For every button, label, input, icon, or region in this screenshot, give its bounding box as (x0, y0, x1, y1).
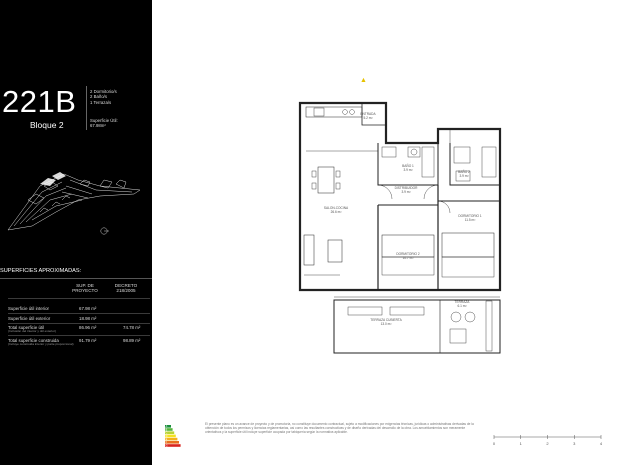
energy-rating-chart (164, 424, 186, 448)
scale-tick-label: 4 (599, 441, 603, 446)
row-label: Total superficie útil (8, 325, 45, 330)
room-area: 3.9 m² (401, 190, 411, 194)
room-area: 10.7 m² (402, 256, 414, 260)
row-divider (8, 335, 150, 336)
north-arrow-icon: ▲ (360, 77, 367, 84)
col-header-project (70, 283, 100, 294)
room-label: SALON-COCINA (323, 206, 349, 210)
floor-plan (290, 85, 520, 365)
useful-area (90, 118, 118, 129)
scale-tick-label: 1 (519, 441, 522, 446)
room-area: 3.9 m² (403, 168, 413, 172)
row-label: Total superficie construida (8, 338, 59, 343)
energy-class-label: G (165, 444, 168, 448)
unit-code: 221B (2, 84, 77, 119)
room-area: 6.1 m² (457, 304, 467, 308)
energy-class-label: A (165, 425, 168, 429)
row-project-value: 86.96 m² (79, 325, 97, 330)
row-decree-value: 98.89 m² (123, 338, 141, 343)
useful-area-label: Superficie Útil: (90, 118, 118, 123)
scale-tick-label: 3 (573, 441, 576, 446)
room-area: 13.0 m² (380, 322, 392, 326)
col-header-line: PROYECTO (72, 288, 98, 294)
energy-class-label: F (165, 441, 168, 445)
row-divider (8, 323, 150, 324)
energy-rating (164, 424, 186, 448)
col-header-line: 218/2005 (116, 288, 136, 294)
row-sublabel: (Inclusión del interior y útil exterior) (8, 329, 56, 333)
scale-bar-drawing (490, 434, 605, 448)
room-label: BAÑO 1 (402, 164, 414, 168)
energy-class-label: E (165, 438, 168, 441)
row-label: Superficie útil exterior (8, 316, 51, 321)
energy-class-bar (165, 441, 179, 444)
room-area: 26.6 m² (330, 210, 342, 214)
scale-bar (490, 434, 605, 448)
disclaimer-text: El presente plano es un avance de proyecto y de promotoria, no constituye documento contractual, sujeto a modificaciones por exigencias técnicas, jurídicas o administrativas derivadas de la obtención de todos los permisos y licencias reglamentarias, así como las resultantes constructivas y de diseño derivadas del desarrollo de la obra. Los amueblamientos son meramente orientativos y la superficie útil incluye superficie ocupada por tabiquería según la normativa aplicable. (205, 422, 474, 434)
col-header-decree (110, 283, 142, 294)
row-project-value: 18.98 m² (79, 316, 97, 321)
room-label: DORMITORIO 2 (396, 252, 420, 256)
energy-class-label: B (165, 428, 168, 432)
col-header-line: DECRETO (114, 283, 138, 288)
useful-area-value: 67.98m² (90, 123, 106, 129)
divider (86, 86, 87, 130)
room-label: TERRAZA CUBIERTA (370, 318, 402, 322)
feature-terraces: 1 Terraza/s (90, 99, 112, 105)
divider (0, 278, 152, 279)
scale-tick-label: 2 (546, 441, 549, 446)
room-area: 11.5 m² (464, 218, 476, 222)
info-panel (0, 0, 152, 465)
room-area: 5.2 m² (363, 116, 373, 120)
row-sublabel: (Incluye construida interior y parte proporcional) (8, 342, 74, 346)
room-label: DORMITORIO 1 (458, 214, 482, 218)
row-divider (8, 313, 150, 314)
room-label: DISTRIBUIDOR (394, 186, 418, 190)
row-divider (8, 298, 150, 299)
row-project-value: 91.79 m² (79, 338, 97, 343)
col-header-line: SUP. DE (76, 283, 94, 288)
room-label: TERRAZA (454, 300, 470, 304)
feature-bedrooms: 2 Dormitorio/s (90, 89, 117, 94)
row-label: Superficie útil interior (8, 306, 49, 311)
block-label: Bloque 2 (30, 120, 64, 130)
features-list (90, 89, 117, 105)
floor-plan-drawing (290, 85, 520, 365)
room-label: ENTRADA (360, 112, 376, 116)
site-map (0, 156, 152, 256)
room-area: 3.9 m² (459, 174, 469, 178)
energy-class-label: D (165, 434, 168, 438)
energy-class-label: C (165, 431, 168, 435)
row-decree-value: 74.78 m² (123, 325, 141, 330)
site-map-drawing (0, 156, 152, 256)
room-label: BAÑO 2 (458, 170, 470, 174)
surfaces-title: SUPERFICIES APROXIMADAS: (0, 268, 82, 274)
row-project-value: 67.98 m² (79, 306, 97, 311)
feature-bathrooms: 2 Baño/s (90, 94, 107, 100)
scale-tick-label: 0 (492, 441, 496, 446)
